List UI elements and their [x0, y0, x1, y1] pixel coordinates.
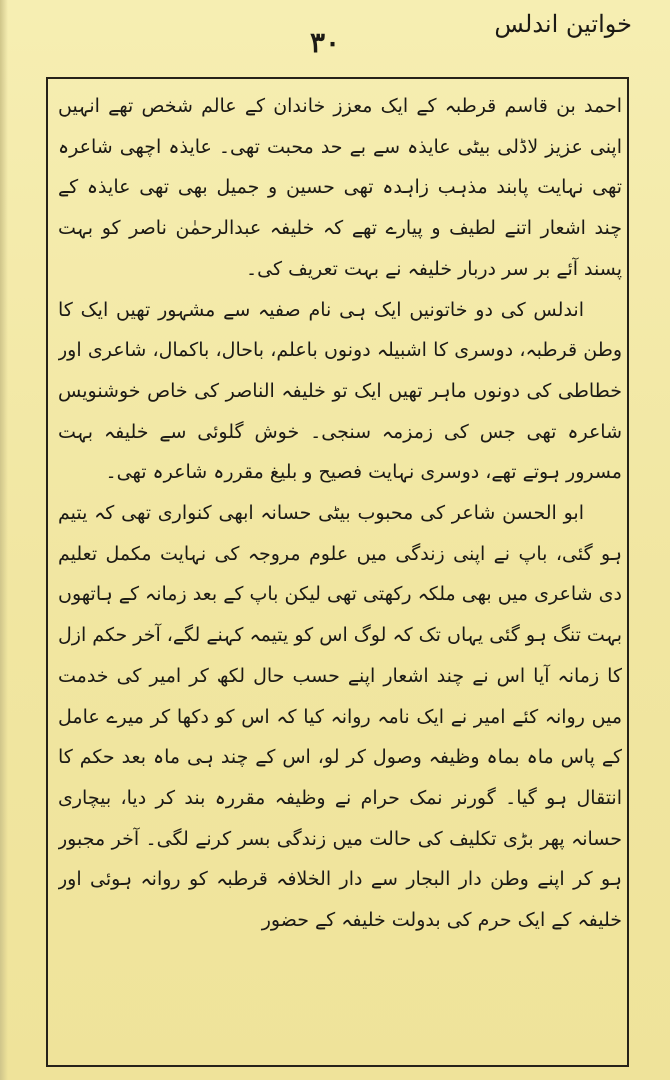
paragraph-3: ابو الحسن شاعر کی محبوب بیٹی حسانہ ابھی کنواری تھی کہ یتیم ہو گئی، باپ نے اپنی زندگی میں علوم مروجہ کی نہایت مکمل تعلیم دی شاعری میں بھی ملکہ رکھتی تھی لیکن باپ کے بعد زمانہ کے ہاتھوں بہت تنگ ہو گئی یہاں تک کہ لوگ اس کو یتیمہ کہنے لگے، آخر حکم ازل کا زمانہ آیا اس نے چند اشعار اپنے حسب حال لکھ کر امیر کی خدمت میں روانہ کئے امیر نے ایک نامہ روانہ کیا کہ اس کو دکھا کر میرے عامل کے پاس ماہ بماہ وظیفہ وصول کر لو، اس کے چند ہی ماہ بعد حکم کا انتقال ہو گیا۔ گورنر نمک حرام نے وظیفہ مقررہ بند کر دیا، بیچاری حسانہ پھر بڑی تکلیف کی حالت میں زندگی بسر کرنے لگی۔ آخر مجبور ہو کر اپنے وطن دار البجار سے دار الخلافہ قرطبہ کو روانہ ہوئی اور خلیفہ کے ایک حرم کی بدولت خلیفہ کے حضور	[58, 502, 622, 932]
running-title: خواتین اندلس	[494, 10, 632, 38]
paragraph-2: اندلس کی دو خاتونیں ایک ہی نام صفیہ سے مشہور تھیں ایک کا وطن قرطبہ، دوسری کا اشبیلہ دونوں باعلم، باحال، باکمال، شاعری اور خطاطی کی دونوں ماہر تھیں ایک تو خلیفہ الناصر کی خاص خوشنویس شاعرہ تھی جس کی زمزمہ سنجی۔ خوش گلوئی سے خلیفہ بہت مسرور ہوتے تھے، دوسری نہایت فصیح و بلیغ مقررہ شاعرہ تھی۔	[58, 298, 622, 484]
page-edge-shadow	[0, 0, 8, 1080]
paragraph-1: احمد بن قاسم قرطبہ کے ایک معزز خاندان کے عالم شخص تھے انہیں اپنی عزیز لاڈلی بیٹی عایذہ سے بے حد محبت تھی۔ عایذہ اچھی شاعرہ تھی نہایت پابند مذہب زاہدہ تھی حسین و جمیل بھی تھی عایذہ کے چند اشعار اتنے لطیف و پیارے تھے کہ خلیفہ عبدالرحمٰن ناصر کو بہت پسند آئے بر سر دربار خلیفہ نے بہت تعریف کی۔	[58, 95, 622, 280]
page-number: ٣٠	[309, 26, 341, 59]
body-text	[58, 86, 622, 1061]
